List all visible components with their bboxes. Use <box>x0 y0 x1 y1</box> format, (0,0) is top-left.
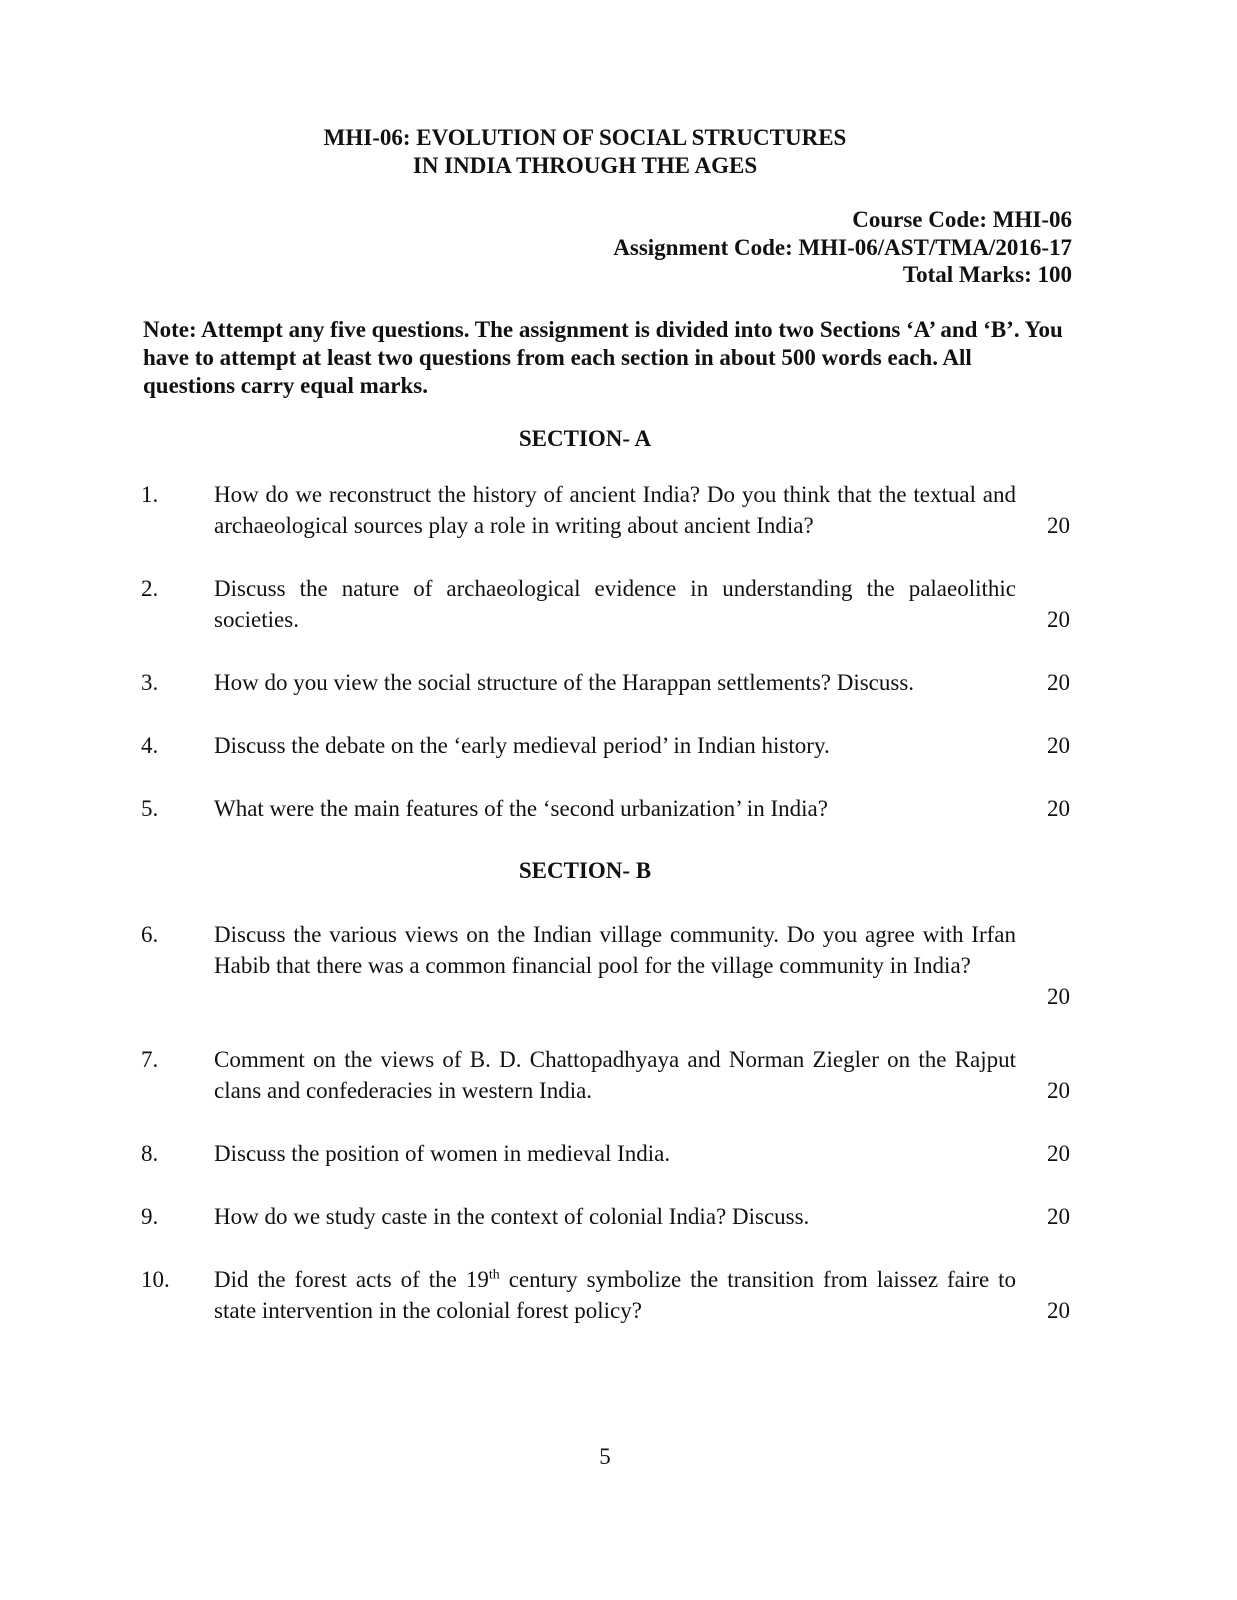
question-text: Comment on the views of B. D. Chattopadhyaya and Norman Ziegler on the Rajput clans and confederacies in western India. <box>214 1047 1016 1103</box>
question-text: How do we study caste in the context of colonial India? Discuss. <box>214 1204 810 1229</box>
instructions-note: Note: Attempt any five questions. The assignment is divided into two Sections ‘A’ and ‘B’. You have to attempt at least two questions from each section in about 500 words each. All questions carry equal marks. <box>143 317 1063 398</box>
title-line-1: MHI-06: EVOLUTION OF SOCIAL STRUCTURES <box>323 125 847 150</box>
question-number: 8. <box>141 1141 159 1166</box>
question-number: 9. <box>141 1204 159 1229</box>
question-marks: 20 <box>1047 670 1070 695</box>
question-text-before: Did the forest acts of the 19 <box>214 1267 489 1292</box>
question-marks: 20 <box>1047 796 1070 821</box>
total-marks: Total Marks: 100 <box>902 262 1072 287</box>
question-text <box>214 1264 1016 1326</box>
question-marks: 20 <box>1047 1078 1070 1103</box>
question-marks: 20 <box>1047 733 1070 758</box>
assignment-code: Assignment Code: MHI-06/AST/TMA/2016-17 <box>613 234 1072 260</box>
question-text: Discuss the debate on the ‘early medieval period’ in Indian history. <box>214 733 830 758</box>
question-number: 10. <box>141 1267 170 1292</box>
question-text-after: century symbolize the transition from laissez faire to state intervention in the colonial forest policy? <box>214 1267 1017 1323</box>
page-number: 5 <box>599 1444 611 1469</box>
title-line-2: IN INDIA THROUGH THE AGES <box>412 153 758 178</box>
question-marks: 20 <box>1047 1141 1070 1166</box>
document-title <box>0 124 1170 180</box>
question-marks: 20 <box>1047 984 1070 1009</box>
question-number: 2. <box>141 576 159 601</box>
course-code: Course Code: MHI-06 <box>852 207 1072 232</box>
question-text: What were the main features of the ‘second urbanization’ in India? <box>214 796 828 821</box>
question-marks: 20 <box>1047 513 1070 538</box>
question-text: Discuss the various views on the Indian village community. Do you agree with Irfan Habib that there was a common financial pool for the village community in India? <box>214 922 1016 978</box>
question-number: 6. <box>141 922 159 947</box>
question-marks: 20 <box>1047 607 1070 632</box>
section-b-heading: SECTION- B <box>518 858 652 883</box>
question-number: 4. <box>141 733 159 758</box>
question-marks: 20 <box>1047 1204 1070 1229</box>
question-text: Discuss the nature of archaeological evidence in understanding the palaeolithic societies. <box>214 576 1016 632</box>
question-marks: 20 <box>1047 1298 1070 1323</box>
question-number: 7. <box>141 1047 159 1072</box>
question-number: 3. <box>141 670 159 695</box>
ordinal-suffix: th <box>488 1267 500 1283</box>
question-number: 5. <box>141 796 159 821</box>
section-a-heading: SECTION- A <box>518 426 652 451</box>
question-text: How do we reconstruct the history of ancient India? Do you think that the textual and archaeological sources play a role in writing about ancient India? <box>214 482 1016 538</box>
question-number: 1. <box>141 482 159 507</box>
question-text: Discuss the position of women in medieval India. <box>214 1141 671 1166</box>
assignment-codes <box>613 206 1072 289</box>
question-text: How do you view the social structure of the Harappan settlements? Discuss. <box>214 670 915 695</box>
